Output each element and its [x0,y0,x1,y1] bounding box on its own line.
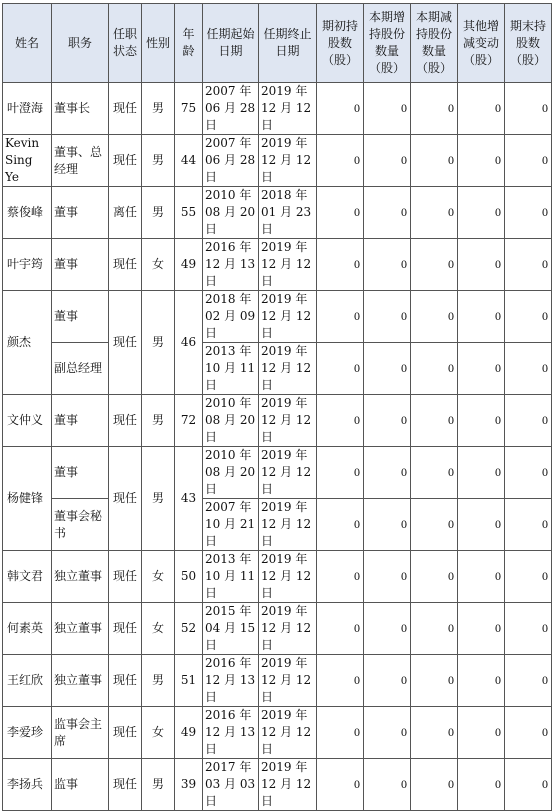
cell-status: 现任 [109,135,142,187]
cell-age: 46 [175,291,203,395]
header-other-change: 其他增减变动（股） [458,4,505,83]
cell-decrease: 0 [411,291,458,343]
cell-end-shares: 0 [505,707,552,759]
cell-other-change: 0 [458,499,505,551]
header-age: 年龄 [175,4,203,83]
cell-gender: 女 [142,707,175,759]
cell-name: 颜杰 [3,291,52,395]
cell-begin-shares: 0 [317,499,364,551]
cell-begin-shares: 0 [317,343,364,395]
cell-end-date: 2019 年 12 月 12 日 [259,83,317,135]
cell-end-date: 2019 年 12 月 12 日 [259,499,317,551]
cell-start-date: 2007 年 06 月 28 日 [203,83,259,135]
cell-increase: 0 [364,239,411,291]
cell-begin-shares: 0 [317,187,364,239]
cell-other-change: 0 [458,447,505,499]
table-row [3,499,552,551]
cell-begin-shares: 0 [317,395,364,447]
cell-name: 王红欣 [3,655,52,707]
cell-end-date: 2019 年 12 月 12 日 [259,291,317,343]
table-row [3,83,552,135]
cell-decrease: 0 [411,655,458,707]
cell-age: 52 [175,603,203,655]
cell-status: 现任 [109,83,142,135]
cell-begin-shares: 0 [317,447,364,499]
cell-end-date: 2019 年 12 月 12 日 [259,395,317,447]
cell-gender: 女 [142,603,175,655]
cell-position: 监事 [52,759,109,811]
cell-begin-shares: 0 [317,603,364,655]
cell-end-shares: 0 [505,603,552,655]
cell-other-change: 0 [458,83,505,135]
cell-end-date: 2019 年 12 月 12 日 [259,343,317,395]
cell-status: 离任 [109,187,142,239]
cell-increase: 0 [364,707,411,759]
cell-position: 董事 [52,447,109,499]
cell-increase: 0 [364,603,411,655]
cell-status: 现任 [109,551,142,603]
cell-decrease: 0 [411,551,458,603]
table-row [3,291,552,343]
cell-position: 董事 [52,239,109,291]
cell-position: 董事 [52,291,109,343]
cell-other-change: 0 [458,395,505,447]
cell-position: 董事 [52,395,109,447]
header-end-date: 任期终止日期 [259,4,317,83]
cell-age: 72 [175,395,203,447]
cell-position: 独立董事 [52,551,109,603]
cell-start-date: 2016 年 12 月 13 日 [203,239,259,291]
cell-start-date: 2010 年 08 月 20 日 [203,395,259,447]
cell-other-change: 0 [458,655,505,707]
table-header-row [3,4,552,83]
cell-end-date: 2019 年 12 月 12 日 [259,707,317,759]
cell-increase: 0 [364,83,411,135]
cell-name: 韩文君 [3,551,52,603]
cell-increase: 0 [364,655,411,707]
cell-start-date: 2010 年 08 月 20 日 [203,447,259,499]
cell-status: 现任 [109,447,142,551]
cell-end-shares: 0 [505,135,552,187]
cell-age: 51 [175,655,203,707]
cell-other-change: 0 [458,187,505,239]
cell-status: 现任 [109,603,142,655]
cell-decrease: 0 [411,447,458,499]
table-row [3,655,552,707]
cell-other-change: 0 [458,343,505,395]
cell-begin-shares: 0 [317,135,364,187]
cell-age: 39 [175,759,203,811]
cell-increase: 0 [364,447,411,499]
cell-other-change: 0 [458,551,505,603]
table-row [3,135,552,187]
cell-end-shares: 0 [505,395,552,447]
table-row [3,239,552,291]
cell-increase: 0 [364,291,411,343]
cell-decrease: 0 [411,135,458,187]
header-increase: 本期增持股份数量（股） [364,4,411,83]
cell-start-date: 2016 年 12 月 13 日 [203,655,259,707]
cell-end-date: 2019 年 12 月 12 日 [259,135,317,187]
cell-position: 监事会主席 [52,707,109,759]
cell-decrease: 0 [411,603,458,655]
cell-end-shares: 0 [505,83,552,135]
cell-position: 董事长 [52,83,109,135]
cell-position: 董事、总经理 [52,135,109,187]
cell-age: 43 [175,447,203,551]
cell-age: 55 [175,187,203,239]
cell-status: 现任 [109,395,142,447]
cell-status: 现任 [109,707,142,759]
cell-other-change: 0 [458,135,505,187]
cell-start-date: 2010 年 08 月 20 日 [203,187,259,239]
cell-increase: 0 [364,551,411,603]
cell-gender: 男 [142,395,175,447]
cell-status: 现任 [109,291,142,395]
table-row [3,603,552,655]
cell-age: 75 [175,83,203,135]
cell-end-shares: 0 [505,187,552,239]
cell-name: 李爱珍 [3,707,52,759]
cell-begin-shares: 0 [317,759,364,811]
cell-name: 叶澄海 [3,83,52,135]
cell-increase: 0 [364,135,411,187]
cell-other-change: 0 [458,603,505,655]
table-row [3,187,552,239]
cell-begin-shares: 0 [317,707,364,759]
shareholding-table [2,3,552,811]
cell-decrease: 0 [411,395,458,447]
cell-increase: 0 [364,343,411,395]
cell-other-change: 0 [458,239,505,291]
cell-end-shares: 0 [505,759,552,811]
cell-start-date: 2018 年 02 月 09 日 [203,291,259,343]
cell-decrease: 0 [411,759,458,811]
cell-start-date: 2007 年 10 月 21 日 [203,499,259,551]
cell-status: 现任 [109,239,142,291]
cell-status: 现任 [109,655,142,707]
cell-end-date: 2019 年 12 月 12 日 [259,239,317,291]
cell-gender: 男 [142,447,175,551]
header-decrease: 本期减持股份数量（股） [411,4,458,83]
cell-gender: 男 [142,83,175,135]
cell-age: 44 [175,135,203,187]
header-gender: 性别 [142,4,175,83]
cell-other-change: 0 [458,291,505,343]
cell-decrease: 0 [411,707,458,759]
table-row [3,707,552,759]
table-row [3,395,552,447]
cell-start-date: 2016 年 12 月 13 日 [203,707,259,759]
cell-position: 副总经理 [52,343,109,395]
cell-name: 何素英 [3,603,52,655]
cell-position: 独立董事 [52,655,109,707]
cell-decrease: 0 [411,187,458,239]
cell-other-change: 0 [458,759,505,811]
cell-increase: 0 [364,759,411,811]
cell-begin-shares: 0 [317,291,364,343]
cell-gender: 男 [142,655,175,707]
cell-end-shares: 0 [505,291,552,343]
table-row [3,759,552,811]
cell-age: 50 [175,551,203,603]
cell-other-change: 0 [458,707,505,759]
cell-age: 49 [175,707,203,759]
cell-age: 49 [175,239,203,291]
cell-gender: 男 [142,135,175,187]
cell-end-shares: 0 [505,499,552,551]
table-row [3,551,552,603]
cell-name: 文仲义 [3,395,52,447]
cell-increase: 0 [364,187,411,239]
cell-gender: 女 [142,551,175,603]
cell-end-date: 2019 年 12 月 12 日 [259,447,317,499]
cell-end-date: 2019 年 12 月 12 日 [259,551,317,603]
header-begin-shares: 期初持股数（股） [317,4,364,83]
cell-name: Kevin Sing Ye [3,135,52,187]
cell-end-shares: 0 [505,343,552,395]
cell-name: 杨健锋 [3,447,52,551]
cell-gender: 女 [142,239,175,291]
cell-position: 独立董事 [52,603,109,655]
cell-name: 李扬兵 [3,759,52,811]
table-row [3,447,552,499]
cell-gender: 男 [142,291,175,395]
header-position: 职务 [52,4,109,83]
cell-increase: 0 [364,395,411,447]
cell-end-date: 2018 年 01 月 23 日 [259,187,317,239]
cell-begin-shares: 0 [317,551,364,603]
cell-end-shares: 0 [505,239,552,291]
cell-start-date: 2007 年 06 月 28 日 [203,135,259,187]
cell-position: 董事 [52,187,109,239]
cell-end-shares: 0 [505,655,552,707]
cell-gender: 男 [142,187,175,239]
cell-start-date: 2015 年 04 月 15 日 [203,603,259,655]
cell-begin-shares: 0 [317,83,364,135]
cell-gender: 男 [142,759,175,811]
cell-name: 叶宇筠 [3,239,52,291]
cell-end-shares: 0 [505,551,552,603]
cell-start-date: 2013 年 10 月 11 日 [203,551,259,603]
cell-start-date: 2013 年 10 月 11 日 [203,343,259,395]
header-end-shares: 期末持股数（股） [505,4,552,83]
cell-begin-shares: 0 [317,655,364,707]
cell-name: 蔡俊峰 [3,187,52,239]
cell-end-shares: 0 [505,447,552,499]
cell-increase: 0 [364,499,411,551]
cell-end-date: 2019 年 12 月 12 日 [259,655,317,707]
cell-position: 董事会秘书 [52,499,109,551]
cell-decrease: 0 [411,83,458,135]
header-start-date: 任期起始日期 [203,4,259,83]
cell-decrease: 0 [411,239,458,291]
header-status: 任职状态 [109,4,142,83]
cell-begin-shares: 0 [317,239,364,291]
table-row [3,343,552,395]
cell-decrease: 0 [411,499,458,551]
cell-decrease: 0 [411,343,458,395]
header-name: 姓名 [3,4,52,83]
cell-start-date: 2017 年 03 月 03 日 [203,759,259,811]
cell-status: 现任 [109,759,142,811]
cell-end-date: 2019 年 12 月 12 日 [259,759,317,811]
cell-end-date: 2019 年 12 月 12 日 [259,603,317,655]
